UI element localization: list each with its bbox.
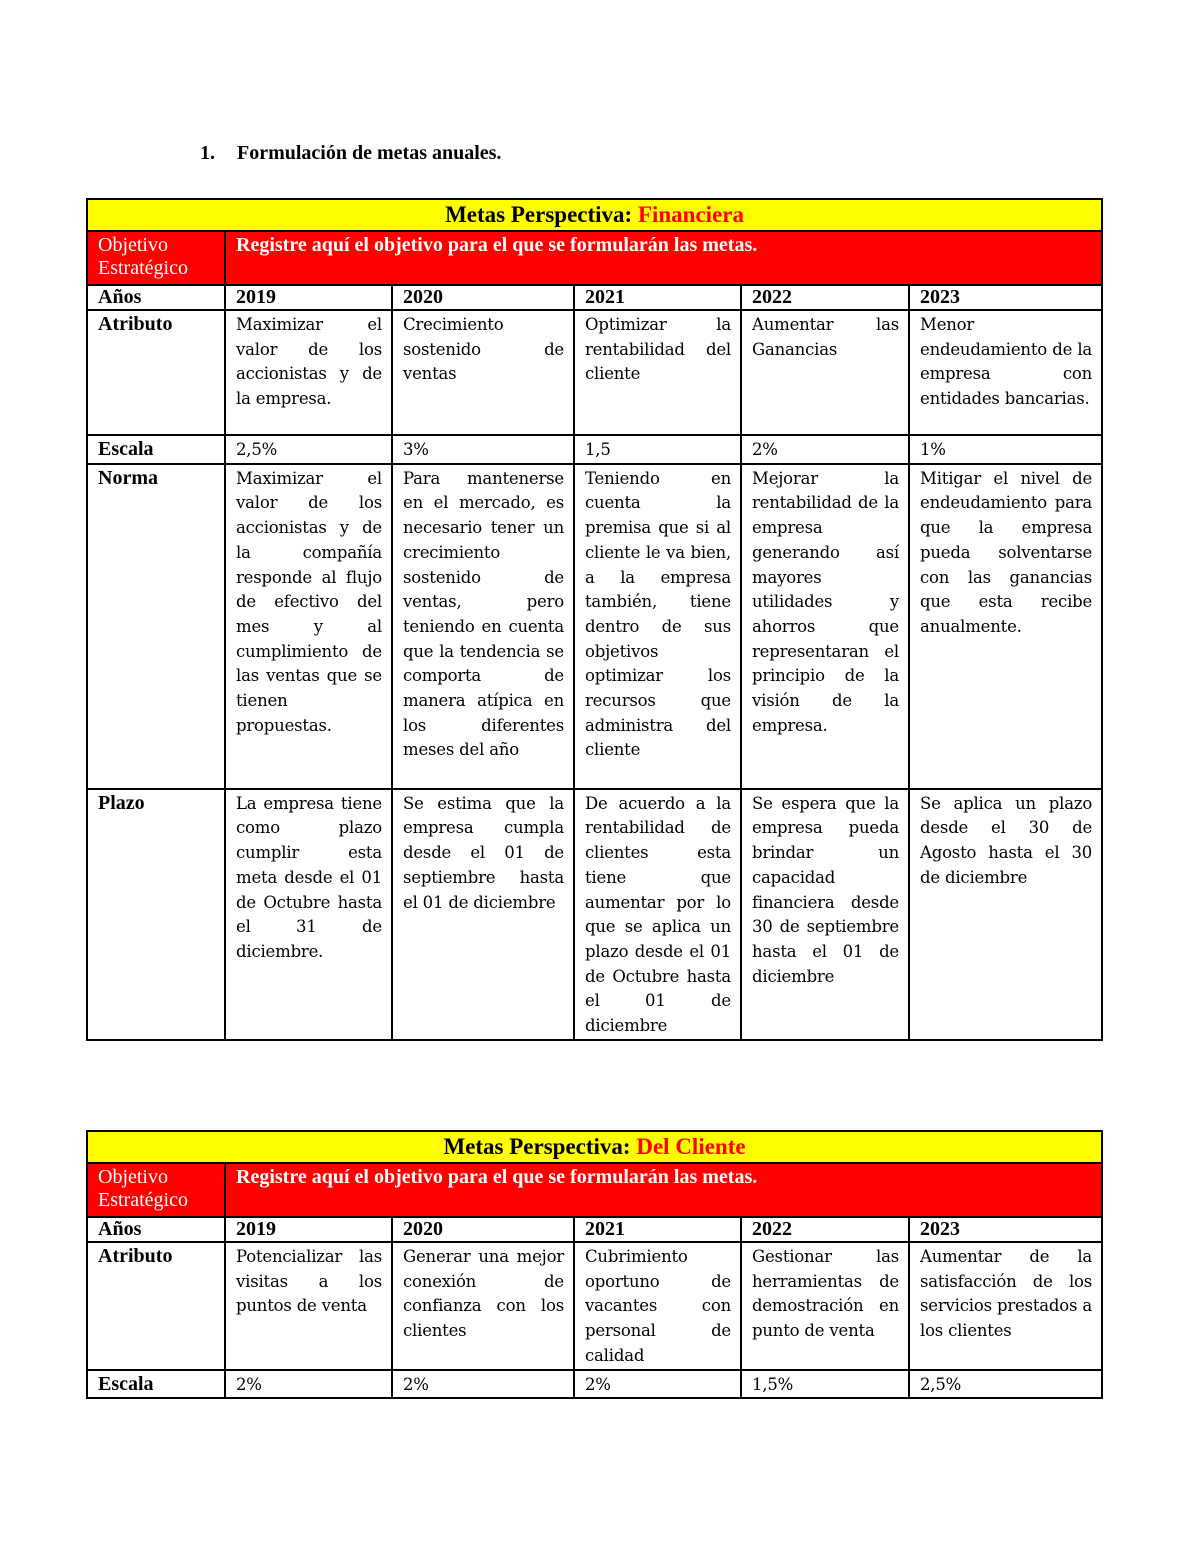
table-cell: Aumentar de la satisfacción de los servicios prestados a los clientes: [909, 1242, 1102, 1370]
section-number: 1.: [200, 142, 215, 164]
row-label: Plazo: [87, 789, 225, 1040]
year-header: 2021: [574, 1217, 741, 1242]
year-header: 2022: [741, 1217, 909, 1242]
table-cell: Maximizar el valor de los accionistas y de la compañía responde al flujo de efectivo del mes y al cumplimiento de las ventas que se tienen propuestas.: [225, 464, 392, 789]
table-cell: 2,5%: [225, 435, 392, 464]
row-label: Atributo: [87, 1242, 225, 1370]
table-cell: 2%: [574, 1370, 741, 1399]
row-label: Escala: [87, 435, 225, 464]
year-header: 2020: [392, 1217, 574, 1242]
title-prefix: Metas Perspectiva:: [445, 202, 633, 227]
table-row: [87, 1370, 1102, 1399]
table-cell: Se estima que la empresa cumpla desde el 01 de septiembre hasta el 01 de diciembre: [392, 789, 574, 1040]
table-cell: Aumentar las Ganancias: [741, 310, 909, 435]
title-highlight: Financiera: [637, 202, 744, 227]
year-header: 2023: [909, 1217, 1102, 1242]
row-label: Escala: [87, 1370, 225, 1399]
title-highlight: Del Cliente: [636, 1134, 746, 1159]
table-cell: Gestionar las herramientas de demostración en punto de venta: [741, 1242, 909, 1370]
goals-table-financiera: [86, 198, 1103, 1041]
table-cell: 2%: [392, 1370, 574, 1399]
table-title: [87, 199, 1102, 231]
table-row: [87, 464, 1102, 789]
table-cell: Cubrimiento oportuno de vacantes con personal de calidad: [574, 1242, 741, 1370]
year-header: 2019: [225, 1217, 392, 1242]
table-cell: 1%: [909, 435, 1102, 464]
table-row: [87, 789, 1102, 1040]
year-header: 2021: [574, 285, 741, 310]
table-cell: 1,5: [574, 435, 741, 464]
table-cell: Crecimiento sostenido de ventas: [392, 310, 574, 435]
table-cell: Para mantenerse en el mercado, es necesario tener un crecimiento sostenido de ventas, pero teniendo en cuenta que la tendencia se comporta de manera atípica en los diferentes meses del año: [392, 464, 574, 789]
table-cell: 2%: [741, 435, 909, 464]
row-label: Norma: [87, 464, 225, 789]
objective-label: Objetivo Estratégico: [87, 231, 225, 285]
table-cell: Mejorar la rentabilidad de la empresa generando así mayores utilidades y ahorros que representaran el principio de la visión de la empresa.: [741, 464, 909, 789]
table-cell: Menor endeudamiento de la empresa con entidades bancarias.: [909, 310, 1102, 435]
table-cell: Se espera que la empresa pueda brindar un capacidad financiera desde 30 de septiembre hasta el 01 de diciembre: [741, 789, 909, 1040]
section-title: Formulación de metas anuales.: [237, 142, 502, 164]
table-cell: Generar una mejor conexión de confianza con los clientes: [392, 1242, 574, 1370]
table-title: [87, 1131, 1102, 1163]
table-cell: 2,5%: [909, 1370, 1102, 1399]
year-header: 2023: [909, 285, 1102, 310]
objective-text: Registre aquí el objetivo para el que se formularán las metas.: [225, 231, 1102, 285]
table-cell: 1,5%: [741, 1370, 909, 1399]
table-cell: La empresa tiene como plazo cumplir esta meta desde el 01 de Octubre hasta el 31 de diciembre.: [225, 789, 392, 1040]
table-row: [87, 1242, 1102, 1370]
table-cell: Se aplica un plazo desde el 30 de Agosto hasta el 30 de diciembre: [909, 789, 1102, 1040]
table-row: [87, 310, 1102, 435]
objective-text: Registre aquí el objetivo para el que se formularán las metas.: [225, 1163, 1102, 1217]
year-header: 2022: [741, 285, 909, 310]
goals-table-cliente: [86, 1130, 1103, 1399]
year-header: 2019: [225, 285, 392, 310]
table-cell: Optimizar la rentabilidad del cliente: [574, 310, 741, 435]
table-cell: Maximizar el valor de los accionistas y de la empresa.: [225, 310, 392, 435]
table-cell: Mitigar el nivel de endeudamiento para que la empresa pueda solventarse con las ganancias que esta recibe anualmente.: [909, 464, 1102, 789]
year-header: 2020: [392, 285, 574, 310]
objective-label: Objetivo Estratégico: [87, 1163, 225, 1217]
row-label: Atributo: [87, 310, 225, 435]
table-cell: Potencializar las visitas a los puntos de venta: [225, 1242, 392, 1370]
table-cell: De acuerdo a la rentabilidad de clientes esta tiene que aumentar por lo que se aplica un plazo desde el 01 de Octubre hasta el 01 de diciembre: [574, 789, 741, 1040]
table-cell: 2%: [225, 1370, 392, 1399]
years-label: Años: [87, 1217, 225, 1242]
title-prefix: Metas Perspectiva:: [443, 1134, 631, 1159]
table-cell: 3%: [392, 435, 574, 464]
table-cell: Teniendo en cuenta la premisa que si al cliente le va bien, a la empresa también, tiene dentro de sus objetivos optimizar los recursos que administra del cliente: [574, 464, 741, 789]
table-row: [87, 435, 1102, 464]
section-heading: [200, 142, 501, 165]
years-label: Años: [87, 285, 225, 310]
